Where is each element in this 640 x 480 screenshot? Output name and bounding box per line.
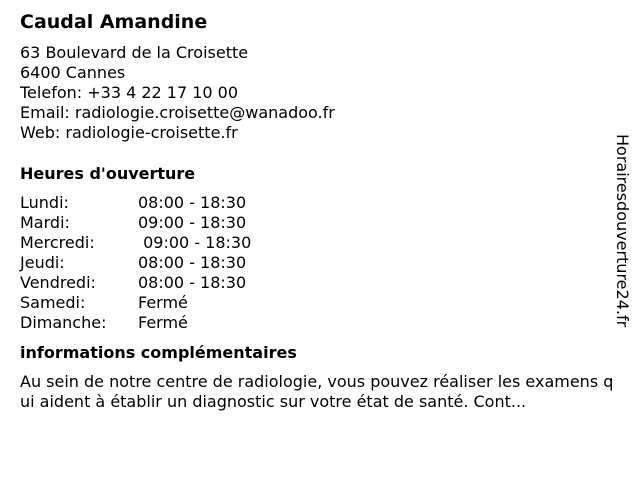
address-line-city: 6400 Cannes: [20, 63, 126, 82]
hours-day: Lundi:: [20, 193, 69, 212]
business-card: [20, 10, 620, 412]
address-line-street: 63 Boulevard de la Croisette: [20, 43, 249, 62]
business-name: Caudal Amandine: [20, 11, 208, 33]
phone-line: Telefon: +33 4 22 17 10 00: [20, 83, 239, 102]
hours-row-lundi: [20, 193, 620, 213]
hours-row-vendredi: [20, 273, 620, 293]
hours-time: 09:00 - 18:30: [138, 213, 247, 232]
web-line: Web: radiologie-croisette.fr: [20, 123, 238, 142]
hours-day: Samedi:: [20, 293, 86, 312]
hours-day: Mercredi:: [20, 233, 95, 252]
email-line: Email: radiologie.croisette@wanadoo.fr: [20, 103, 335, 122]
site-watermark: Horairesdouverture24.fr: [613, 134, 632, 328]
hours-time: 08:00 - 18:30: [138, 193, 247, 212]
hours-heading: Heures d'ouverture: [20, 164, 196, 183]
hours-time: Fermé: [138, 293, 188, 312]
hours-row-mercredi: [20, 233, 620, 253]
hours-table: [20, 193, 620, 333]
info-text: Au sein de notre centre de radiologie, vous pouvez réaliser les examens qui aident à établir un diagnostic sur votre état de santé. Cont...: [20, 372, 614, 411]
hours-time: 08:00 - 18:30: [138, 273, 247, 292]
info-heading: informations complémentaires: [20, 343, 297, 362]
hours-day: Mardi:: [20, 213, 70, 232]
hours-row-jeudi: [20, 253, 620, 273]
hours-time: 09:00 - 18:30: [138, 233, 252, 252]
hours-day: Jeudi:: [20, 253, 65, 272]
hours-row-samedi: [20, 293, 620, 313]
hours-row-dimanche: [20, 313, 620, 333]
hours-day: Dimanche:: [20, 313, 107, 332]
hours-time: Fermé: [138, 313, 188, 332]
hours-day: Vendredi:: [20, 273, 96, 292]
hours-row-mardi: [20, 213, 620, 233]
hours-time: 08:00 - 18:30: [138, 253, 247, 272]
